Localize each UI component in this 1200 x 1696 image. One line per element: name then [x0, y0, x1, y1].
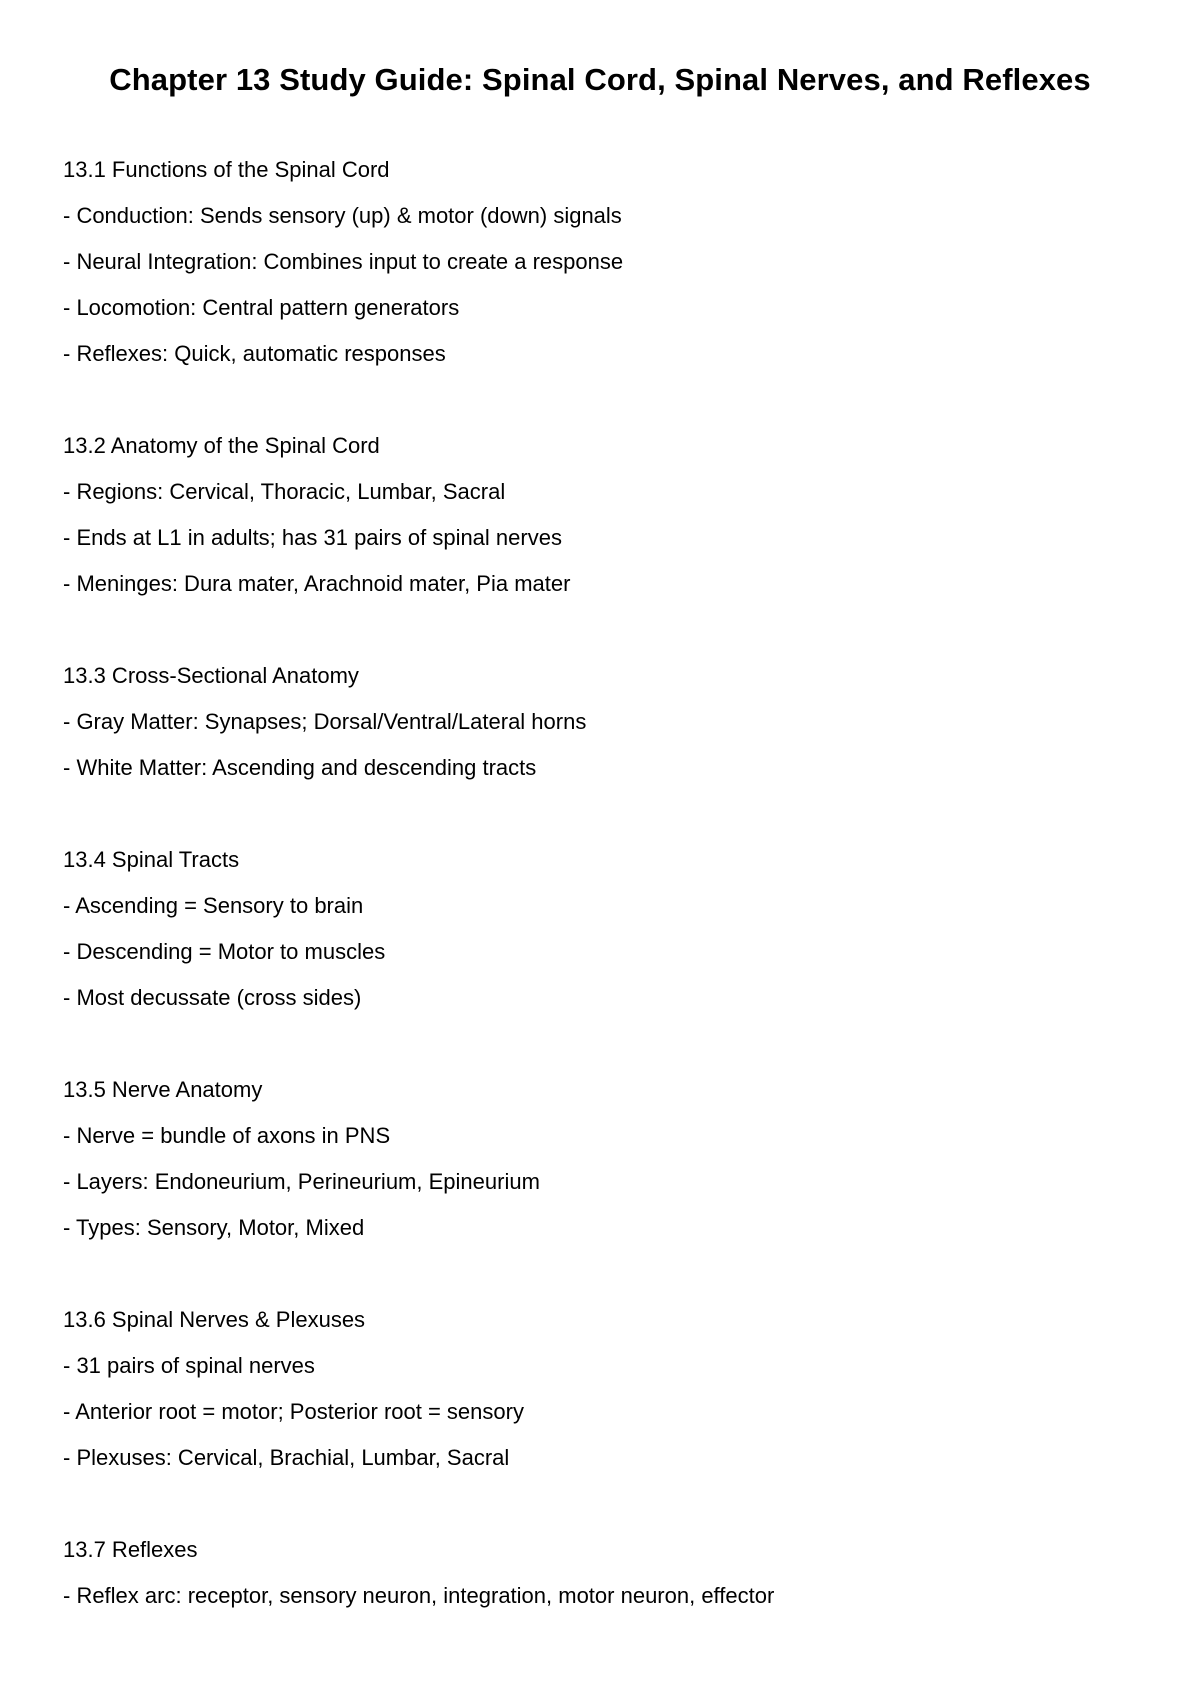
- list-item: - Neural Integration: Combines input to create a response: [63, 249, 624, 274]
- list-item: - White Matter: Ascending and descending tracts: [63, 755, 537, 780]
- list-item: - Plexuses: Cervical, Brachial, Lumbar, Sacral: [63, 1445, 510, 1470]
- section-list: [63, 147, 1143, 1665]
- list-item: - Locomotion: Central pattern generators: [63, 295, 460, 320]
- list-item: - Conduction: Sends sensory (up) & motor (down) signals: [63, 203, 622, 228]
- list-item: - Reflexes: Quick, automatic responses: [63, 341, 446, 366]
- section-13-4: [63, 837, 1143, 1021]
- section-heading: 13.2 Anatomy of the Spinal Cord: [63, 433, 380, 458]
- list-item: - Nerve = bundle of axons in PNS: [63, 1123, 391, 1148]
- section-13-2: [63, 423, 1143, 607]
- section-13-5: [63, 1067, 1143, 1251]
- list-item: - Meninges: Dura mater, Arachnoid mater, Pia mater: [63, 571, 571, 596]
- section-13-7: [63, 1527, 1143, 1619]
- list-item: - Most decussate (cross sides): [63, 985, 362, 1010]
- section-13-1: [63, 147, 1143, 377]
- section-heading: 13.1 Functions of the Spinal Cord: [63, 157, 390, 182]
- list-item: - Anterior root = motor; Posterior root = sensory: [63, 1399, 524, 1424]
- list-item: - Descending = Motor to muscles: [63, 939, 386, 964]
- list-item: - Ends at L1 in adults; has 31 pairs of spinal nerves: [63, 525, 562, 550]
- section-13-6: [63, 1297, 1143, 1481]
- list-item: - Gray Matter: Synapses; Dorsal/Ventral/Lateral horns: [63, 709, 587, 734]
- section-heading: 13.7 Reflexes: [63, 1537, 198, 1562]
- list-item: - Layers: Endoneurium, Perineurium, Epineurium: [63, 1169, 540, 1194]
- list-item: - Ascending = Sensory to brain: [63, 893, 364, 918]
- section-heading: 13.4 Spinal Tracts: [63, 847, 240, 872]
- list-item: - 31 pairs of spinal nerves: [63, 1353, 315, 1378]
- section-heading: 13.3 Cross-Sectional Anatomy: [63, 663, 359, 688]
- section-13-3: [63, 653, 1143, 791]
- list-item: - Types: Sensory, Motor, Mixed: [63, 1215, 365, 1240]
- section-heading: 13.6 Spinal Nerves & Plexuses: [63, 1307, 366, 1332]
- page-title: Chapter 13 Study Guide: Spinal Cord, Spinal Nerves, and Reflexes: [109, 62, 1091, 97]
- list-item: - Regions: Cervical, Thoracic, Lumbar, Sacral: [63, 479, 506, 504]
- list-item: - Reflex arc: receptor, sensory neuron, integration, motor neuron, effector: [63, 1583, 775, 1608]
- section-heading: 13.5 Nerve Anatomy: [63, 1077, 263, 1102]
